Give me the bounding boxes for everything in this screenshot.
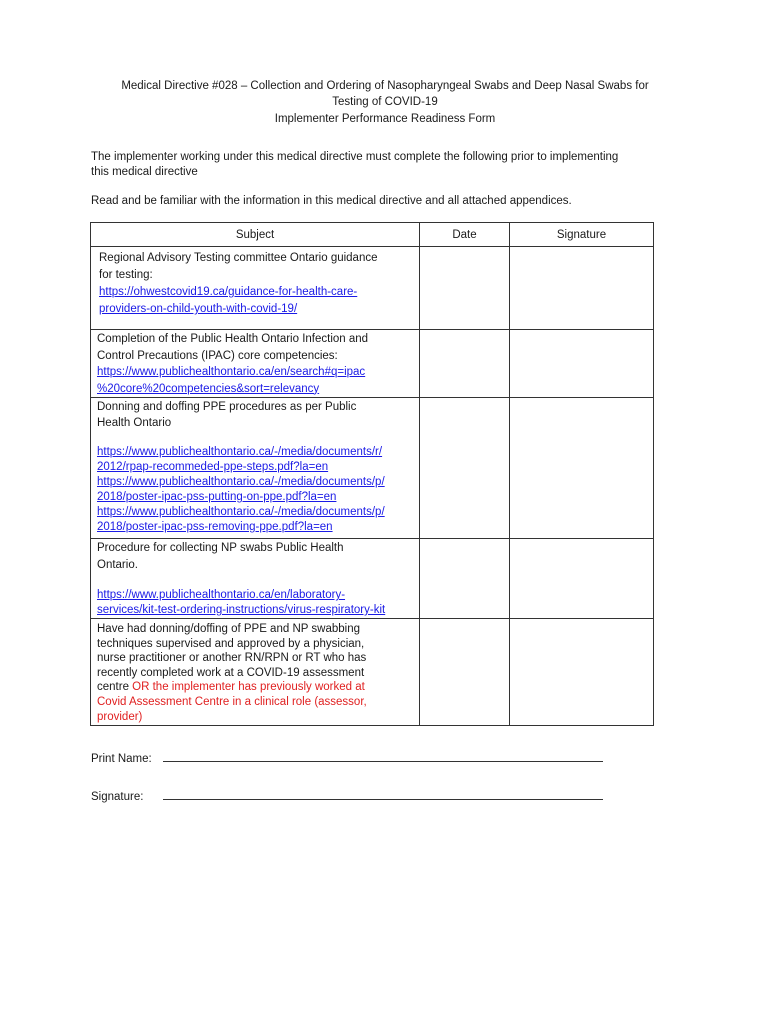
title-line-1: Medical Directive #028 – Collection and Ordering of Nasopharyngeal Swabs and Deep Nasal Swabs for [121, 80, 649, 92]
subject-cell [91, 330, 420, 398]
header-signature: Signature [510, 223, 654, 247]
table-row [91, 619, 654, 726]
mixed-line [97, 680, 413, 695]
table-row [91, 539, 654, 619]
subject-text: Health Ontario [97, 417, 172, 429]
form-subtitle: Implementer Performance Readiness Form [274, 113, 496, 125]
intro-paragraph [91, 150, 691, 180]
highlighted-text: OR the implementer has previously worked at [132, 681, 365, 694]
ppe-link[interactable]: https://www.publichealthontario.ca/-/media/documents/r/ [97, 446, 383, 458]
subject-text: Control Precautions (IPAC) core competencies: [97, 349, 338, 362]
ipac-link[interactable]: %20core%20competencies&sort=relevancy [97, 382, 320, 395]
subject-text: for testing: [99, 269, 153, 281]
table-row [91, 247, 654, 330]
ppe-link[interactable]: 2018/poster-ipac-pss-removing-ppe.pdf?la=en [97, 521, 333, 533]
signature-cell[interactable] [510, 619, 654, 726]
readiness-table [90, 222, 654, 726]
subject-text: Completion of the Public Health Ontario Infection and [97, 333, 369, 345]
date-cell[interactable] [420, 539, 510, 619]
title-line-2: Testing of COVID-19 [332, 96, 438, 108]
subject-cell [91, 247, 420, 330]
signature-cell[interactable] [510, 398, 654, 539]
signature-field[interactable] [163, 788, 603, 800]
table-row [91, 330, 654, 398]
np-swab-link[interactable]: services/kit-test-ordering-instructions/virus-respiratory-kit [97, 604, 386, 616]
subject-text: nurse practitioner or another RN/RPN or RT who has [97, 652, 367, 665]
table-header-row [91, 223, 654, 247]
signature-row [91, 788, 611, 803]
date-cell[interactable] [420, 247, 510, 330]
signature-label: Signature: [91, 791, 144, 803]
signature-cell[interactable] [510, 330, 654, 398]
header-subject: Subject [91, 223, 420, 247]
print-name-field[interactable] [163, 750, 603, 762]
instruction-text: Read and be familiar with the information in this medical directive and all attached appendices. [91, 195, 572, 207]
highlighted-text: provider) [97, 710, 143, 723]
spacer [97, 574, 413, 588]
subject-text: Ontario. [97, 559, 138, 571]
print-name-label: Print Name: [91, 753, 152, 765]
date-cell[interactable] [420, 619, 510, 726]
ppe-link[interactable]: 2012/rpap-recommeded-ppe-steps.pdf?la=en [97, 461, 329, 473]
subject-text: Have had donning/doffing of PPE and NP swabbing [97, 623, 360, 635]
header-date: Date [420, 223, 510, 247]
signature-cell[interactable] [510, 539, 654, 619]
ppe-link[interactable]: 2018/poster-ipac-pss-putting-on-ppe.pdf?la=en [97, 491, 337, 503]
date-cell[interactable] [420, 398, 510, 539]
intro-line-2: this medical directive [91, 166, 198, 178]
ipac-link[interactable]: https://www.publichealthontario.ca/en/search#q=ipac [97, 366, 366, 378]
subject-text: techniques supervised and approved by a physician, [97, 637, 365, 650]
subject-text: Procedure for collecting NP swabs Public Health [97, 542, 344, 554]
subject-text: centre [97, 681, 133, 694]
subject-text: Regional Advisory Testing committee Ontario guidance [99, 252, 378, 264]
subject-cell [91, 619, 420, 726]
subject-text: recently completed work at a COVID-19 assessment [97, 666, 365, 679]
guidance-link[interactable]: https://ohwestcovid19.ca/guidance-for-health-care- [99, 286, 358, 298]
print-name-row [91, 750, 611, 765]
ppe-link[interactable]: https://www.publichealthontario.ca/-/media/documents/p/ [97, 506, 385, 518]
guidance-link[interactable]: providers-on-child-youth-with-covid-19/ [99, 303, 298, 315]
subject-text: Donning and doffing PPE procedures as per Public [97, 401, 357, 413]
table-row [91, 398, 654, 539]
subject-cell [91, 539, 420, 619]
ppe-link[interactable]: https://www.publichealthontario.ca/-/media/documents/p/ [97, 476, 385, 488]
date-cell[interactable] [420, 330, 510, 398]
intro-line-1: The implementer working under this medical directive must complete the following prior to implementing [91, 151, 619, 163]
document-title [60, 78, 710, 110]
np-swab-link[interactable]: https://www.publichealthontario.ca/en/laboratory- [97, 589, 346, 601]
highlighted-text: Covid Assessment Centre in a clinical role (assessor, [97, 695, 367, 708]
signature-cell[interactable] [510, 247, 654, 330]
spacer [97, 431, 413, 445]
subject-cell [91, 398, 420, 539]
